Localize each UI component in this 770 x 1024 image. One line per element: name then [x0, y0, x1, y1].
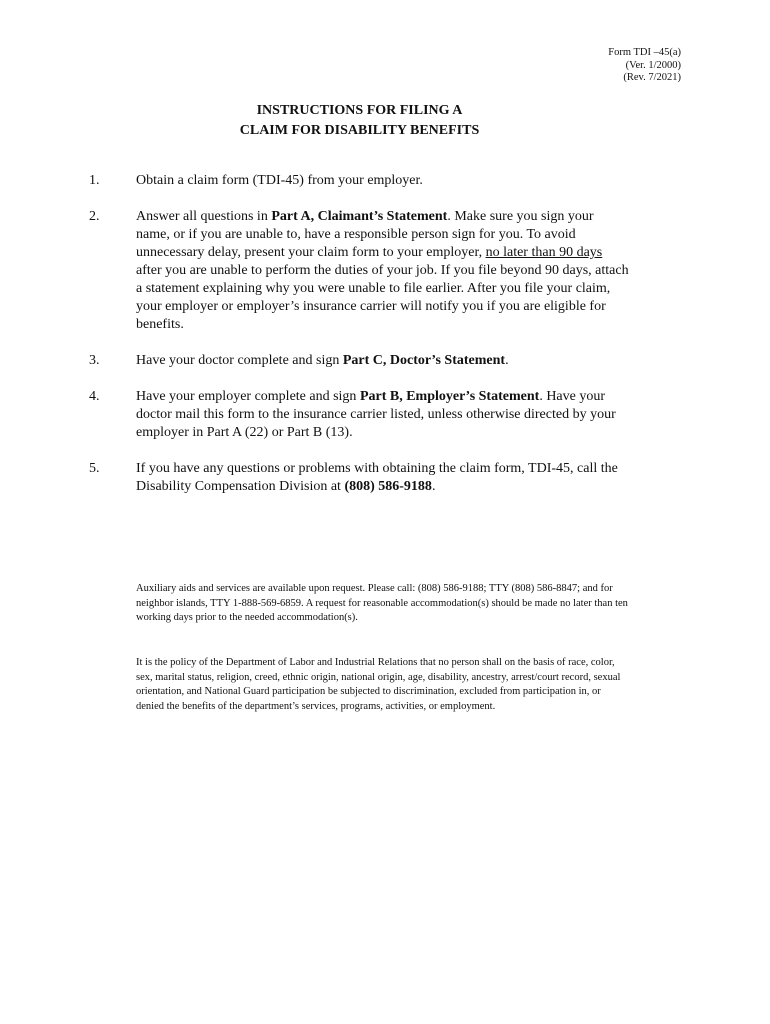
deadline-emphasis: no later than 90 days — [485, 245, 603, 260]
step-number: 4. — [89, 389, 100, 404]
instruction-steps — [89, 172, 629, 514]
contact-phone: (808) 586-9188 — [344, 479, 432, 494]
form-version: (Ver. 1/2000) — [625, 59, 681, 71]
accommodation-notice: Auxiliary aids and services are available upon request. Please call: (808) 586-9188; TTY (808) 586-8847; and for neighbor islands, TTY 1-888-569-6859. A request for reasonable accommodation(s) should be made no later than ten working days prior to the needed accommodation(s). — [136, 583, 628, 623]
form-number: Form TDI –45(a) — [608, 47, 681, 58]
step-text: Have your doctor complete and sign Part C, Doctor’s Statement. — [136, 353, 509, 368]
step-2 — [89, 208, 629, 334]
step-number: 3. — [89, 353, 100, 368]
form-revision: (Rev. 7/2021) — [623, 72, 681, 83]
page-title — [0, 101, 719, 141]
title-line-2: CLAIM FOR DISABILITY BENEFITS — [239, 123, 480, 138]
step-number: 1. — [89, 173, 100, 188]
part-a-reference: Part A, Claimant’s Statement — [271, 209, 448, 224]
part-b-reference: Part B, Employer’s Statement — [359, 389, 540, 404]
step-1 — [89, 172, 629, 190]
step-number: 5. — [89, 461, 100, 476]
form-identifier — [608, 47, 681, 85]
step-text: Obtain a claim form (TDI-45) from your employer. — [136, 173, 423, 188]
step-text: If you have any questions or problems with obtaining the claim form, TDI-45, call the Disability Compensation Division at (808) 586-9188. — [136, 461, 618, 494]
nondiscrimination-policy: It is the policy of the Department of Labor and Industrial Relations that no person shall on the basis of race, color, sex, marital status, religion, creed, ethnic origin, national origin, age, disability, ancestry, arrest/court record, sexual orientation, and National Guard participation be subjected to discrimination, excluded from participation in, or denied the benefits of the department’s services, programs, activities, or employment. — [136, 657, 621, 712]
step-5 — [89, 460, 629, 496]
title-line-1: INSTRUCTIONS FOR FILING A — [256, 103, 463, 118]
step-4 — [89, 388, 629, 442]
step-number: 2. — [89, 209, 100, 224]
step-text: Answer all questions in Part A, Claimant’s Statement. Make sure you sign your name, or if you are unable to, have a responsible person sign for you. To avoid unnecessary delay, present your claim form to your employer, no later than 90 days after you are unable to perform the duties of your job. If you file beyond 90 days, attach a statement explaining why you were unable to file earlier. After you file your claim, your employer or employer’s insurance carrier will notify you if you are eligible for benefits. — [136, 209, 629, 332]
step-text: Have your employer complete and sign Part B, Employer’s Statement. Have your doctor mail this form to the insurance carrier listed, unless otherwise directed by your employer in Part A (22) or Part B (13). — [136, 389, 616, 440]
part-c-reference: Part C, Doctor’s Statement — [342, 353, 506, 368]
step-3 — [89, 352, 629, 370]
